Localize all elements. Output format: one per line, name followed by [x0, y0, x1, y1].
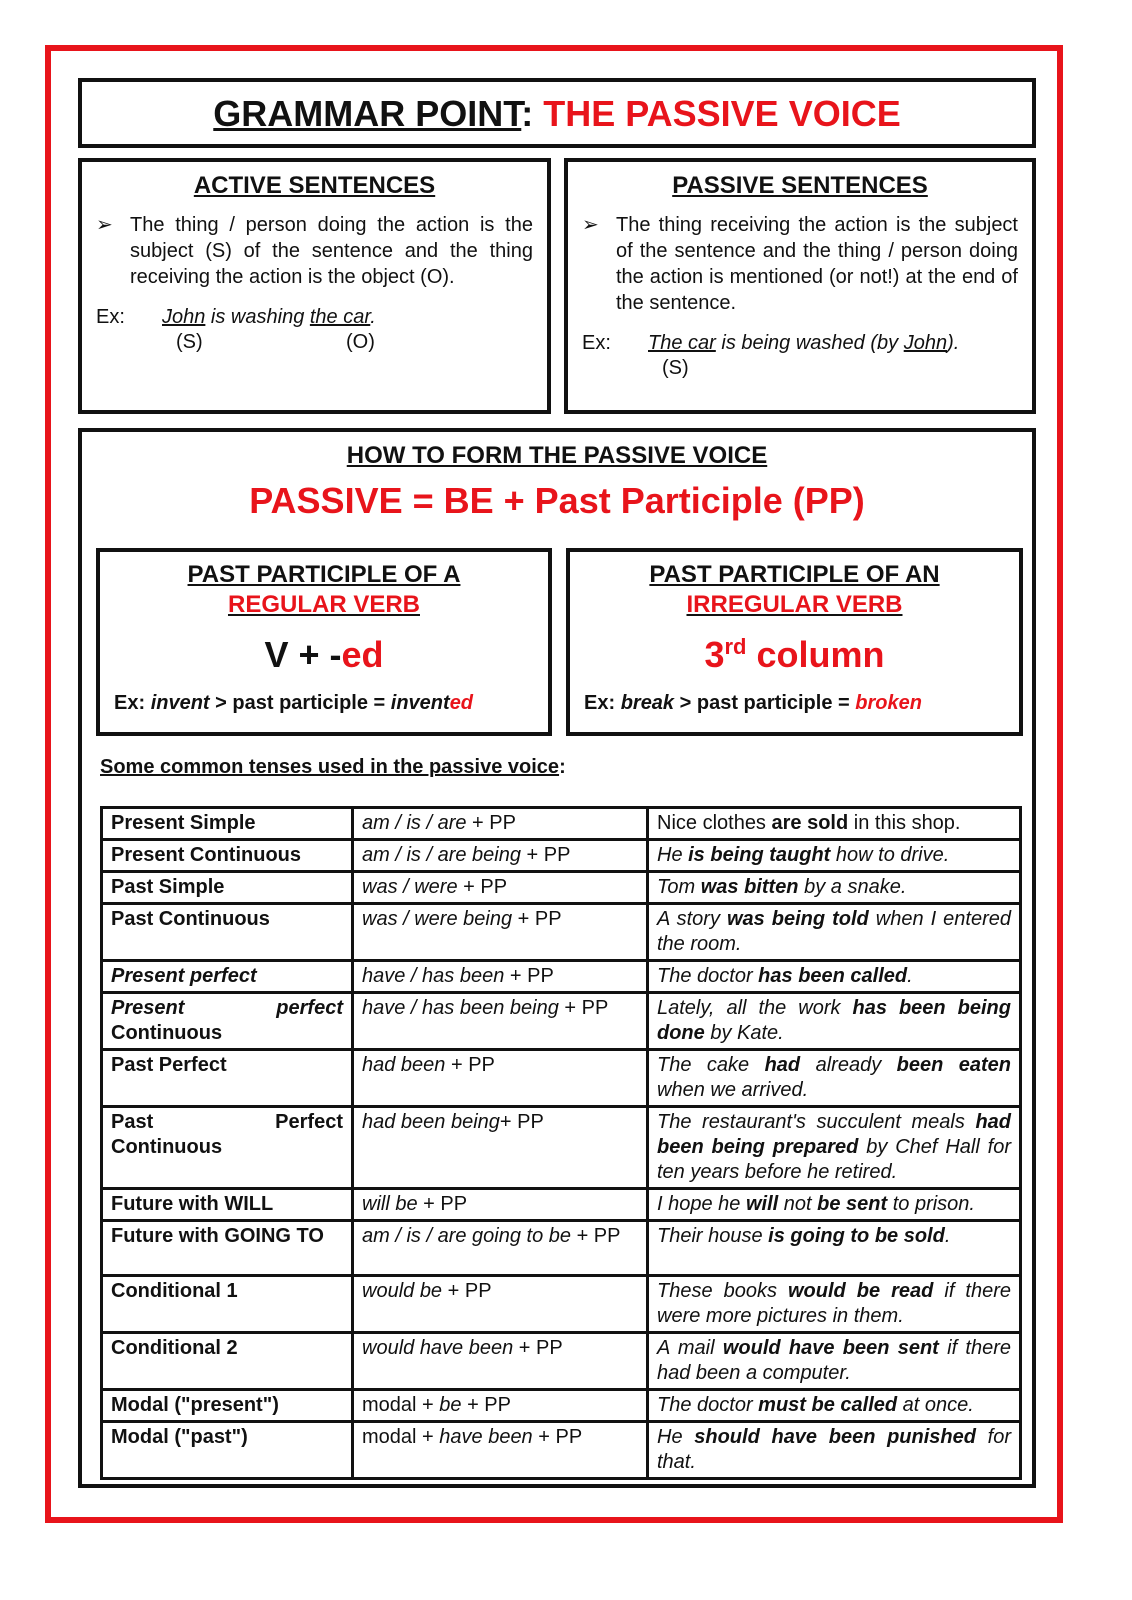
tense-cell: [102, 1333, 353, 1390]
rule-base: V + -: [264, 634, 342, 675]
passive-sentences-box: [564, 158, 1036, 414]
text-segment: was / were being: [362, 908, 513, 930]
text-segment: A story: [657, 908, 727, 930]
example-cell: [648, 872, 1021, 904]
text-segment: has been being done: [657, 997, 1011, 1044]
text-segment: to prison.: [887, 1193, 975, 1215]
text-segment: + PP: [513, 1337, 563, 1359]
ex-agent: John: [903, 332, 948, 354]
ex-label: Ex:: [584, 692, 621, 714]
arrow-bullet-icon: ➢: [96, 214, 113, 236]
irregular-rule: [570, 634, 1019, 676]
rule-word: column: [746, 634, 885, 675]
text-segment: will be: [362, 1193, 418, 1215]
ex-label: Ex:: [114, 692, 151, 714]
text-segment: + PP: [571, 1225, 621, 1247]
example-cell: [648, 961, 1021, 993]
text-segment: The doctor: [657, 965, 759, 987]
form-cell: [353, 1050, 648, 1107]
example-cell: [648, 840, 1021, 872]
text-segment: modal +: [362, 1426, 440, 1448]
irregular-example: [570, 692, 1019, 715]
subject-tag: (S): [662, 357, 689, 379]
text-segment: already: [800, 1054, 897, 1076]
rule-num: 3: [704, 634, 725, 675]
regular-verb-box: [96, 548, 552, 736]
text-segment: The doctor: [657, 1394, 759, 1416]
example-cell: [648, 1390, 1021, 1422]
ex-end: .: [370, 306, 376, 328]
text-segment: modal +: [362, 1394, 440, 1416]
text-segment: The cake: [657, 1054, 765, 1076]
tense-cell: [102, 904, 353, 961]
text-segment: Future with WILL: [111, 1193, 274, 1215]
how-to-form-box: [78, 428, 1036, 1488]
text-segment: + PP: [499, 1111, 544, 1133]
ex-verb: break: [620, 692, 675, 714]
text-segment: had been: [362, 1054, 446, 1076]
ex-subject: The car: [648, 332, 716, 354]
passive-description: The thing receiving the action is the subject of the sentence and the thing / person doing the action is mentioned (or not!) at the end of the sentence.: [616, 214, 1018, 314]
text-segment: Present Simple: [111, 812, 256, 834]
text-segment: Lately, all the work: [657, 997, 853, 1019]
page-title: [78, 78, 1036, 148]
text-segment: by a snake.: [798, 876, 907, 898]
text-segment: in this shop.: [848, 812, 961, 834]
tenses-heading: [100, 756, 566, 779]
text-segment: am / is / are being: [362, 844, 521, 866]
table-row: [102, 993, 1021, 1050]
irregular-verb-box: [566, 548, 1023, 736]
irregular-heading-2: IRREGULAR VERB: [686, 591, 903, 618]
active-example: [162, 304, 376, 330]
form-cell: [353, 872, 648, 904]
subject-tag: (S): [176, 331, 203, 353]
text-segment: have been: [439, 1426, 533, 1448]
regular-heading-1: PAST PARTICIPLE OF A: [187, 561, 461, 588]
tense-cell: [102, 1276, 353, 1333]
regular-example: [100, 692, 548, 715]
text-segment: had: [764, 1054, 801, 1076]
example-cell: [648, 904, 1021, 961]
text-segment: Modal ("present"): [111, 1394, 279, 1416]
text-segment: Modal ("past"): [111, 1426, 248, 1448]
tense-cell: [102, 1107, 353, 1189]
ex-mid: is washing: [205, 306, 310, 328]
tense-cell: [102, 808, 353, 840]
example-label: Ex:: [96, 306, 125, 328]
text-segment: am / is / are going to be: [362, 1225, 572, 1247]
text-segment: Nice clothes: [657, 812, 772, 834]
ex-mid: > past participle =: [674, 692, 856, 714]
text-segment: have / has been being: [362, 997, 559, 1019]
text-segment: at once.: [897, 1394, 974, 1416]
tense-cell: [102, 1189, 353, 1221]
ex-subject: John: [162, 306, 206, 328]
text-segment: I hope he: [657, 1193, 746, 1215]
text-segment: + PP: [417, 1193, 468, 1215]
table-row: [102, 840, 1021, 872]
table-row: [102, 1050, 1021, 1107]
table-row: [102, 872, 1021, 904]
form-cell: [353, 1189, 648, 1221]
active-heading: ACTIVE SENTENCES: [193, 172, 436, 199]
ex-mid: > past participle =: [209, 692, 391, 714]
table-row: [102, 1422, 1021, 1479]
text-segment: will: [745, 1193, 779, 1215]
text-segment: Their house: [657, 1225, 769, 1247]
title-main: THE PASSIVE VOICE: [543, 93, 901, 134]
text-segment: was bitten: [700, 876, 799, 898]
table-row: [102, 1390, 1021, 1422]
title-prefix: GRAMMAR POINT: [213, 93, 522, 134]
text-segment: A mail: [657, 1337, 723, 1359]
text-segment: + PP: [442, 1280, 492, 1302]
text-segment: are sold: [771, 812, 849, 834]
text-segment: if there had been a computer.: [657, 1337, 1011, 1384]
form-cell: [353, 1107, 648, 1189]
text-segment: Past Simple: [111, 876, 225, 898]
regular-rule: [100, 634, 548, 676]
form-cell: [353, 961, 648, 993]
tense-cell: [102, 1390, 353, 1422]
tense-cell: [102, 840, 353, 872]
tense-cell: [102, 993, 353, 1050]
regular-heading-2: REGULAR VERB: [227, 591, 420, 618]
example-cell: [648, 993, 1021, 1050]
text-segment: when we arrived.: [657, 1079, 809, 1101]
table-row: [102, 1333, 1021, 1390]
active-description: The thing / person doing the action is the subject (S) of the sentence and the thing receiving the action is the object (O).: [130, 214, 533, 288]
text-segment: would have been: [362, 1337, 514, 1359]
text-segment: be sent: [817, 1193, 888, 1215]
text-segment: The restaurant's succulent meals: [657, 1111, 976, 1133]
object-tag: (O): [346, 331, 375, 353]
tense-cell: [102, 961, 353, 993]
text-segment: by Chef Hall for ten years before he retired.: [657, 1136, 1011, 1183]
text-segment: He: [657, 844, 689, 866]
text-segment: should have been punished: [694, 1426, 976, 1448]
rule-suffix: ed: [341, 634, 384, 675]
table-row: [102, 1189, 1021, 1221]
text-segment: been eaten: [896, 1054, 1012, 1076]
form-cell: [353, 1422, 648, 1479]
text-segment: was / were: [362, 876, 458, 898]
text-segment: for that.: [657, 1426, 1011, 1473]
text-segment: + PP: [445, 1054, 495, 1076]
arrow-bullet-icon: ➢: [582, 214, 599, 236]
text-segment: Present perfect: [111, 965, 257, 987]
text-segment: Continuous: [111, 1022, 223, 1044]
tense-cell: [102, 1221, 353, 1276]
passive-formula: PASSIVE = BE + Past Participle (PP): [249, 480, 865, 521]
text-segment: + PP: [512, 908, 562, 930]
text-segment: how to drive.: [830, 844, 950, 866]
ex-verb: invent: [150, 692, 210, 714]
ex-pp: broken: [855, 692, 922, 714]
text-segment: am / is / are: [362, 812, 467, 834]
text-segment: + PP: [558, 997, 609, 1019]
tenses-table: [100, 806, 1022, 1480]
text-segment: was being told: [726, 908, 869, 930]
text-segment: Past Perfect: [111, 1054, 227, 1076]
form-cell: [353, 840, 648, 872]
form-cell: [353, 904, 648, 961]
form-cell: [353, 1276, 648, 1333]
text-segment: have / has been: [362, 965, 505, 987]
text-segment: + PP: [457, 876, 508, 898]
tenses-heading-colon: :: [559, 756, 566, 778]
tense-cell: [102, 1050, 353, 1107]
ex-stem: invent: [390, 692, 450, 714]
text-segment: .: [907, 965, 913, 987]
text-segment: would be read: [788, 1280, 934, 1302]
form-cell: [353, 1221, 648, 1276]
rule-sup: rd: [724, 634, 747, 659]
text-segment: + PP: [532, 1426, 583, 1448]
table-row: [102, 1107, 1021, 1189]
text-segment: These books: [657, 1280, 788, 1302]
active-sentences-box: [78, 158, 551, 414]
text-segment: Conditional 2: [111, 1337, 238, 1359]
table-row: [102, 1276, 1021, 1333]
text-segment: Past Continuous: [111, 908, 270, 930]
text-segment: is going to be sold: [768, 1225, 945, 1247]
ex-suffix: ed: [449, 692, 474, 714]
tense-cell: [102, 872, 353, 904]
example-cell: [648, 1107, 1021, 1189]
text-segment: Past Perfect Continuous: [111, 1111, 343, 1158]
example-cell: [648, 1276, 1021, 1333]
form-cell: [353, 1390, 648, 1422]
passive-example: [648, 330, 959, 356]
form-cell: [353, 993, 648, 1050]
text-segment: not: [778, 1193, 818, 1215]
text-segment: .: [944, 1225, 951, 1247]
text-segment: has been called: [758, 965, 908, 987]
ex-mid: is being washed (by: [715, 332, 904, 354]
text-segment: He: [657, 1426, 695, 1448]
text-segment: must be called: [758, 1394, 898, 1416]
example-label: Ex:: [582, 332, 611, 354]
text-segment: Conditional 1: [111, 1280, 238, 1302]
table-row: [102, 904, 1021, 961]
example-cell: [648, 1050, 1021, 1107]
table-row: [102, 1221, 1021, 1276]
text-segment: by Kate.: [704, 1022, 784, 1044]
text-segment: would have been sent: [722, 1337, 939, 1359]
form-cell: [353, 808, 648, 840]
text-segment: when I entered the room.: [657, 908, 1011, 955]
tense-cell: [102, 1422, 353, 1479]
text-segment: had been being: [362, 1111, 500, 1133]
form-cell: [353, 1333, 648, 1390]
ex-end: ).: [947, 332, 960, 354]
title-colon: :: [521, 93, 534, 134]
text-segment: + PP: [520, 844, 571, 866]
example-cell: [648, 1333, 1021, 1390]
example-cell: [648, 1422, 1021, 1479]
irregular-heading-1: PAST PARTICIPLE OF AN: [649, 561, 940, 588]
form-heading: HOW TO FORM THE PASSIVE VOICE: [346, 442, 768, 469]
text-segment: Present Continuous: [111, 844, 302, 866]
passive-heading: PASSIVE SENTENCES: [672, 172, 928, 199]
example-cell: [648, 1189, 1021, 1221]
text-segment: Tom: [657, 876, 701, 898]
example-cell: [648, 1221, 1021, 1276]
text-segment: if there were more pictures in them.: [657, 1280, 1012, 1327]
tenses-heading-text: Some common tenses used in the passive voice: [100, 756, 560, 778]
table-row: [102, 961, 1021, 993]
text-segment: Present perfect: [111, 997, 343, 1019]
text-segment: would be: [362, 1280, 443, 1302]
text-segment: + PP: [504, 965, 554, 987]
text-segment: + PP: [461, 1394, 511, 1416]
text-segment: Future with GOING TO: [111, 1225, 324, 1247]
text-segment: is being taught: [688, 844, 831, 866]
text-segment: be: [439, 1394, 462, 1416]
table-row: [102, 808, 1021, 840]
ex-object: the car: [309, 306, 371, 328]
example-cell: [648, 808, 1021, 840]
text-segment: had been being prepared: [657, 1111, 1011, 1158]
text-segment: + PP: [466, 812, 516, 834]
